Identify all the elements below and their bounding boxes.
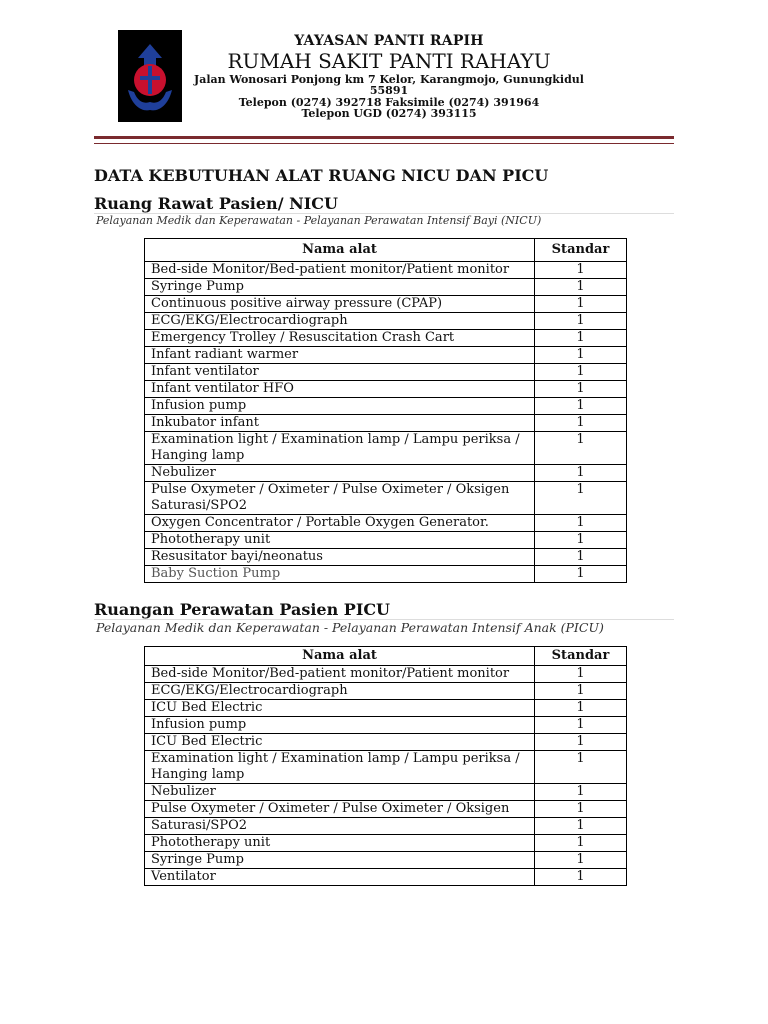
equipment-name-cell: Syringe Pump	[145, 852, 535, 869]
table-row	[145, 869, 627, 886]
equipment-name-cell: Infant radiant warmer	[145, 347, 535, 364]
column-header-standard: Standar	[535, 239, 627, 262]
table-row	[145, 296, 627, 313]
picu-section-subtitle: Pelayanan Medik dan Keperawatan - Pelayanan Perawatan Intensif Anak (PICU)	[96, 620, 604, 635]
equipment-name-cell: Infusion pump	[145, 717, 535, 734]
standard-value-cell: 1	[535, 852, 627, 869]
standard-value-cell: 1	[535, 415, 627, 432]
equipment-name-cell: Syringe Pump	[145, 279, 535, 296]
equipment-name-cell: ECG/EKG/Electrocardiograph	[145, 683, 535, 700]
standard-value-cell: 1	[535, 364, 627, 381]
picu-equipment-table	[144, 646, 627, 886]
equipment-name-cell: Resusitator bayi/neonatus	[145, 549, 535, 566]
foundation-name: YAYASAN PANTI RAPIH	[294, 33, 484, 49]
table-row	[145, 482, 627, 515]
standard-value-cell: 1	[535, 700, 627, 717]
table-row	[145, 279, 627, 296]
equipment-name-cell: Bed-side Monitor/Bed-patient monitor/Patient monitor	[145, 666, 535, 683]
hospital-phone: Telepon (0274) 392718 Faksimile (0274) 391964	[238, 95, 540, 109]
table-row	[145, 381, 627, 398]
equipment-name-cell: Infant ventilator	[145, 364, 535, 381]
emergency-phone: Telepon UGD (0274) 393115	[301, 107, 477, 121]
table-row	[145, 683, 627, 700]
column-header-standard: Standar	[535, 647, 627, 666]
equipment-name-cell: Infant ventilator HFO	[145, 381, 535, 398]
standard-value-cell: 1	[535, 784, 627, 801]
table-row	[145, 751, 627, 784]
equipment-name-cell: Inkubator infant	[145, 415, 535, 432]
standard-value-cell: 1	[535, 869, 627, 886]
standard-value-cell: 1	[535, 818, 627, 835]
table-row	[145, 835, 627, 852]
table-row	[145, 666, 627, 683]
standard-value-cell: 1	[535, 717, 627, 734]
standard-value-cell: 1	[535, 566, 627, 583]
document-title: DATA KEBUTUHAN ALAT RUANG NICU DAN PICU	[94, 166, 549, 185]
equipment-name-cell: ECG/EKG/Electrocardiograph	[145, 313, 535, 330]
standard-value-cell: 1	[535, 465, 627, 482]
table-row	[145, 330, 627, 347]
equipment-name-cell: Pulse Oxymeter / Oximeter / Pulse Oximeter / Oksigen Saturasi/SPO2	[145, 482, 535, 515]
hospital-name: RUMAH SAKIT PANTI RAHAYU	[227, 48, 551, 73]
standard-value-cell: 1	[535, 549, 627, 566]
table-row	[145, 347, 627, 364]
table-row	[145, 818, 627, 835]
equipment-name-cell: ICU Bed Electric	[145, 700, 535, 717]
equipment-name-cell: Oxygen Concentrator / Portable Oxygen Generator.	[145, 515, 535, 532]
table-header-row	[145, 647, 627, 666]
picu-section-title: Ruangan Perawatan Pasien PICU	[94, 600, 391, 619]
table-row	[145, 717, 627, 734]
table-row	[145, 700, 627, 717]
equipment-name-cell: Saturasi/SPO2	[145, 818, 535, 835]
header-divider-thin	[94, 143, 674, 144]
equipment-name-cell: Emergency Trolley / Resuscitation Crash Cart	[145, 330, 535, 347]
equipment-name-cell: Infusion pump	[145, 398, 535, 415]
hospital-logo-icon	[118, 30, 182, 122]
equipment-name-cell: Baby Suction Pump	[145, 566, 535, 583]
equipment-name-cell: Bed-side Monitor/Bed-patient monitor/Patient monitor	[145, 262, 535, 279]
table-row	[145, 415, 627, 432]
table-row	[145, 364, 627, 381]
standard-value-cell: 1	[535, 330, 627, 347]
standard-value-cell: 1	[535, 801, 627, 818]
standard-value-cell: 1	[535, 398, 627, 415]
nicu-section-title: Ruang Rawat Pasien/ NICU	[94, 194, 338, 213]
equipment-name-cell: Continuous positive airway pressure (CPAP)	[145, 296, 535, 313]
table-row	[145, 465, 627, 482]
equipment-name-cell: Phototherapy unit	[145, 532, 535, 549]
table-row	[145, 566, 627, 583]
equipment-name-cell: Examination light / Examination lamp / Lampu periksa / Hanging lamp	[145, 751, 535, 784]
table-row	[145, 262, 627, 279]
equipment-name-cell: Pulse Oxymeter / Oximeter / Pulse Oximeter / Oksigen	[145, 801, 535, 818]
standard-value-cell: 1	[535, 482, 627, 515]
table-row	[145, 532, 627, 549]
table-row	[145, 313, 627, 330]
standard-value-cell: 1	[535, 262, 627, 279]
standard-value-cell: 1	[535, 835, 627, 852]
column-header-name: Nama alat	[145, 647, 535, 666]
nicu-section-subtitle: Pelayanan Medik dan Keperawatan - Pelayanan Perawatan Intensif Bayi (NICU)	[96, 214, 542, 227]
letterhead	[190, 34, 588, 120]
header-divider-thick	[94, 136, 674, 139]
standard-value-cell: 1	[535, 381, 627, 398]
column-header-name: Nama alat	[145, 239, 535, 262]
standard-value-cell: 1	[535, 666, 627, 683]
equipment-name-cell: Phototherapy unit	[145, 835, 535, 852]
standard-value-cell: 1	[535, 683, 627, 700]
equipment-name-cell: Nebulizer	[145, 465, 535, 482]
table-row	[145, 398, 627, 415]
standard-value-cell: 1	[535, 532, 627, 549]
table-row	[145, 784, 627, 801]
table-row	[145, 852, 627, 869]
standard-value-cell: 1	[535, 296, 627, 313]
standard-value-cell: 1	[535, 432, 627, 465]
table-header-row	[145, 239, 627, 262]
table-row	[145, 549, 627, 566]
table-row	[145, 515, 627, 532]
equipment-name-cell: Nebulizer	[145, 784, 535, 801]
standard-value-cell: 1	[535, 515, 627, 532]
table-row	[145, 734, 627, 751]
equipment-name-cell: Ventilator	[145, 869, 535, 886]
equipment-name-cell: Examination light / Examination lamp / Lampu periksa / Hanging lamp	[145, 432, 535, 465]
hospital-address: Jalan Wonosari Ponjong km 7 Kelor, Karangmojo, Gunungkidul 55891	[194, 72, 584, 98]
nicu-equipment-table	[144, 238, 627, 583]
standard-value-cell: 1	[535, 347, 627, 364]
equipment-name-cell: ICU Bed Electric	[145, 734, 535, 751]
table-row	[145, 432, 627, 465]
standard-value-cell: 1	[535, 313, 627, 330]
standard-value-cell: 1	[535, 734, 627, 751]
standard-value-cell: 1	[535, 279, 627, 296]
standard-value-cell: 1	[535, 751, 627, 784]
table-row	[145, 801, 627, 818]
